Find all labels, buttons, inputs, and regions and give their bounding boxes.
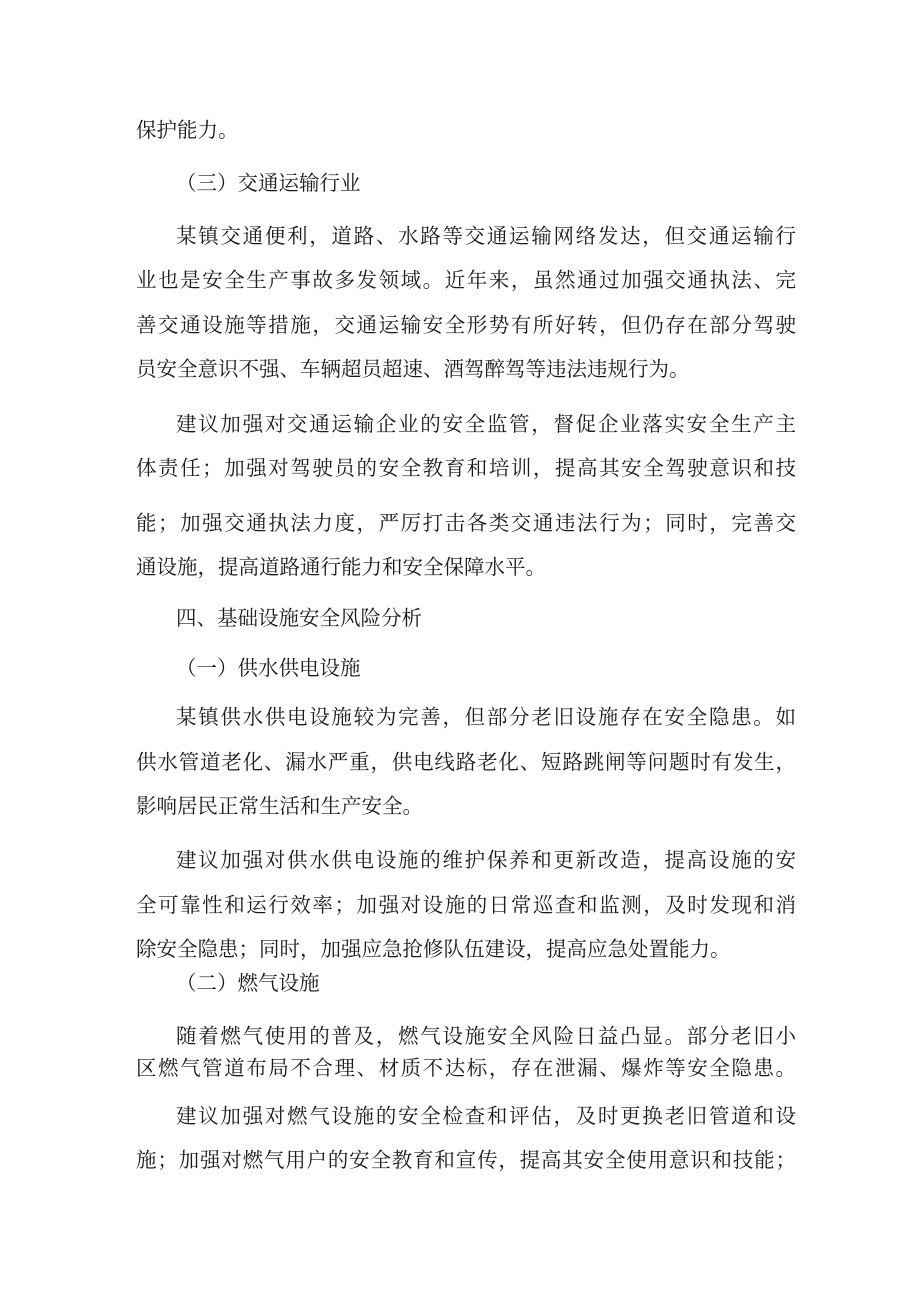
paragraph-line: 某镇供水供电设施较为完善，但部分老旧设施存在安全隐患。如: [176, 705, 796, 729]
section-heading-gas: （二）燃气设施: [176, 971, 320, 995]
paragraph-line: 施；加强对燃气用户的安全教育和宣传，提高其安全使用意识和技能；: [136, 1148, 796, 1172]
paragraph-line: 员安全意识不强、车辆超员超速、酒驾醉驾等违法违规行为。: [136, 357, 690, 381]
paragraph-line: 建议加强对燃气设施的安全检查和评估，及时更换老旧管道和设: [176, 1104, 796, 1128]
paragraph-line: 影响居民正常生活和生产安全。: [136, 794, 423, 818]
section-heading-water-power: （一）供水供电设施: [176, 656, 361, 680]
chapter-heading-infrastructure: 四、基础设施安全风险分析: [176, 606, 422, 630]
paragraph-line: 保护能力。: [136, 118, 239, 142]
paragraph-line: 善交通设施等措施，交通运输安全形势有所好转，但仍存在部分驾驶: [136, 313, 796, 337]
section-heading-transport: （三）交通运输行业: [176, 171, 361, 195]
paragraph-line: 能；加强交通执法力度，严厉打击各类交通违法行为；同时，完善交: [136, 511, 796, 535]
paragraph-line: 随着燃气使用的普及，燃气设施安全风险日益凸显。部分老旧小: [176, 1024, 796, 1048]
paragraph-line: 业也是安全生产事故多发领域。近年来，虽然通过加强交通执法、完: [136, 268, 796, 292]
paragraph-line: 建议加强对交通运输企业的安全监管，督促企业落实安全生产主: [176, 412, 796, 436]
paragraph-line: 全可靠性和运行效率；加强对设施的日常巡查和监测，及时发现和消: [136, 893, 796, 917]
paragraph-line: 除安全隐患；同时，加强应急抢修队伍建设，提高应急处置能力。: [136, 937, 731, 961]
paragraph-line: 通设施，提高道路通行能力和安全保障水平。: [136, 555, 546, 579]
paragraph-line: 建议加强对供水供电设施的维护保养和更新改造，提高设施的安: [176, 848, 796, 872]
paragraph-line: 供水管道老化、漏水严重，供电线路老化、短路跳闸等问题时有发生，: [136, 750, 796, 774]
paragraph-line: 体责任；加强对驾驶员的安全教育和培训，提高其安全驾驶意识和技: [136, 456, 796, 480]
paragraph-line: 区燃气管道布局不合理、材质不达标，存在泄漏、爆炸等安全隐患。: [136, 1056, 796, 1080]
paragraph-line: 某镇交通便利，道路、水路等交通运输网络发达，但交通运输行: [176, 224, 796, 248]
